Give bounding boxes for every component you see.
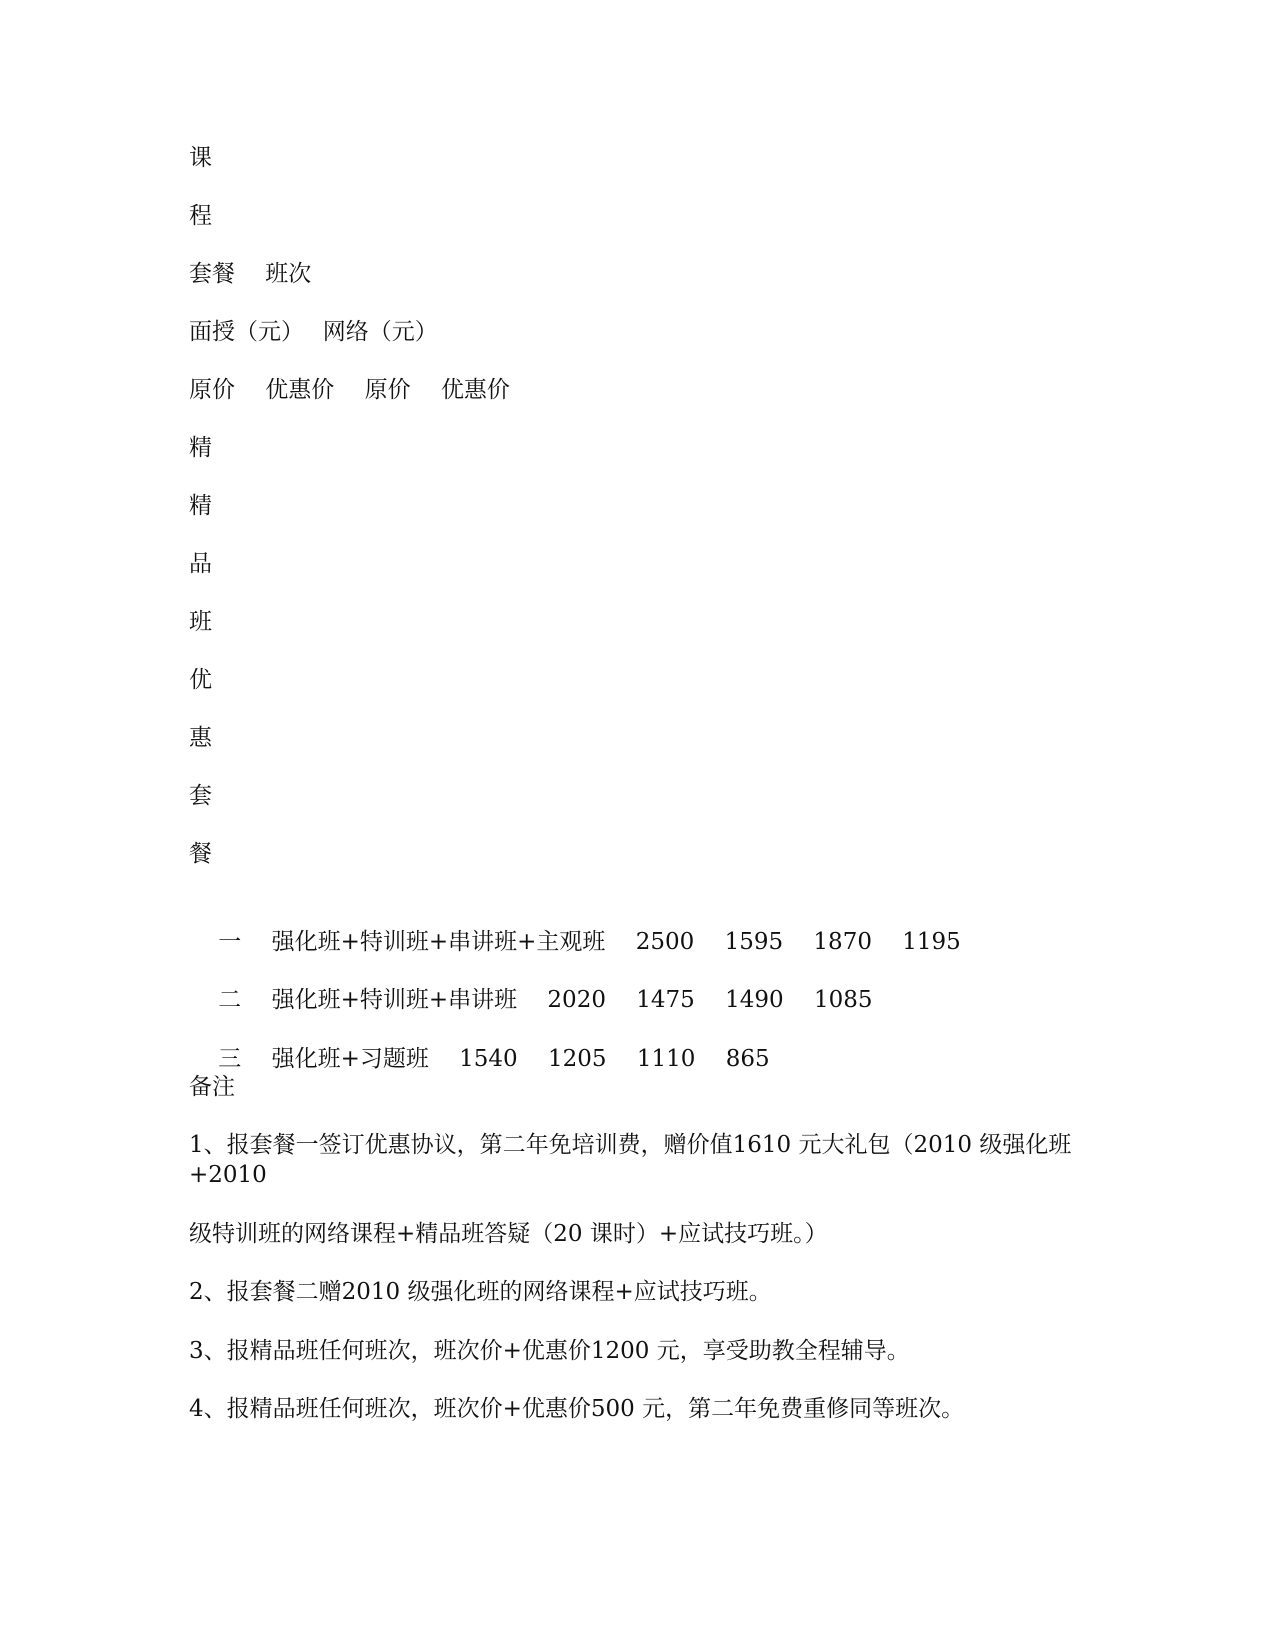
section-label-char: 精 — [189, 493, 212, 519]
note-item: 1、报套餐一签订优惠协议，第二年免培训费，赠价值1610 元大礼包（2010 级强化班+2010 — [189, 1132, 1072, 1188]
note-item: 3、报精品班任何班次，班次价+优惠价1200 元，享受助教全程辅导。 — [189, 1338, 910, 1364]
online-original-price: 1110 — [636, 1046, 696, 1072]
section-label-char: 餐 — [189, 841, 212, 867]
note-item: 2、报套餐二赠2010 级强化班的网络课程+应试技巧班。 — [189, 1279, 772, 1305]
package-number: 一 — [218, 929, 242, 955]
column-headers-row1: 套餐 班次 — [189, 261, 312, 287]
column-headers-row3: 原价 优惠价 原价 优惠价 — [189, 377, 510, 403]
package-number: 三 — [218, 1046, 242, 1072]
online-discount-price: 1085 — [814, 987, 873, 1013]
face-original-price: 2500 — [635, 929, 695, 955]
face-original-price: 2020 — [547, 987, 606, 1013]
face-original-price: 1540 — [459, 1046, 518, 1072]
face-discount-price: 1595 — [724, 929, 784, 955]
column-headers-row2: 面授（元） 网络（元） — [189, 319, 438, 345]
package-courses: 强化班+特训班+串讲班+主观班 — [271, 929, 606, 955]
face-discount-price: 1205 — [548, 1046, 607, 1072]
online-discount-price: 865 — [725, 1046, 770, 1072]
section-label-char: 品 — [189, 551, 212, 577]
online-discount-price: 1195 — [902, 929, 961, 955]
section-label-char: 惠 — [189, 725, 212, 751]
section-label-char: 精 — [189, 435, 212, 461]
vertical-title-char: 程 — [189, 203, 212, 229]
online-original-price: 1490 — [725, 987, 784, 1013]
section-label-char: 套 — [189, 783, 212, 809]
package-courses: 强化班+习题班 — [271, 1046, 429, 1072]
section-label-char: 班 — [189, 609, 212, 635]
notes-title: 备注 — [189, 1074, 235, 1100]
section-label-char: 优 — [189, 667, 212, 693]
online-original-price: 1870 — [813, 929, 872, 955]
package-courses: 强化班+特训班+串讲班 — [271, 987, 518, 1013]
note-item: 级特训班的网络课程+精品班答疑（20 课时）+应试技巧班。） — [189, 1221, 828, 1247]
package-row — [189, 1014, 770, 1104]
face-discount-price: 1475 — [636, 987, 695, 1013]
vertical-title-char: 课 — [189, 145, 212, 171]
note-item: 4、报精品班任何班次，班次价+优惠价500 元，第二年免费重修同等班次。 — [189, 1396, 965, 1422]
package-number: 二 — [218, 987, 242, 1013]
